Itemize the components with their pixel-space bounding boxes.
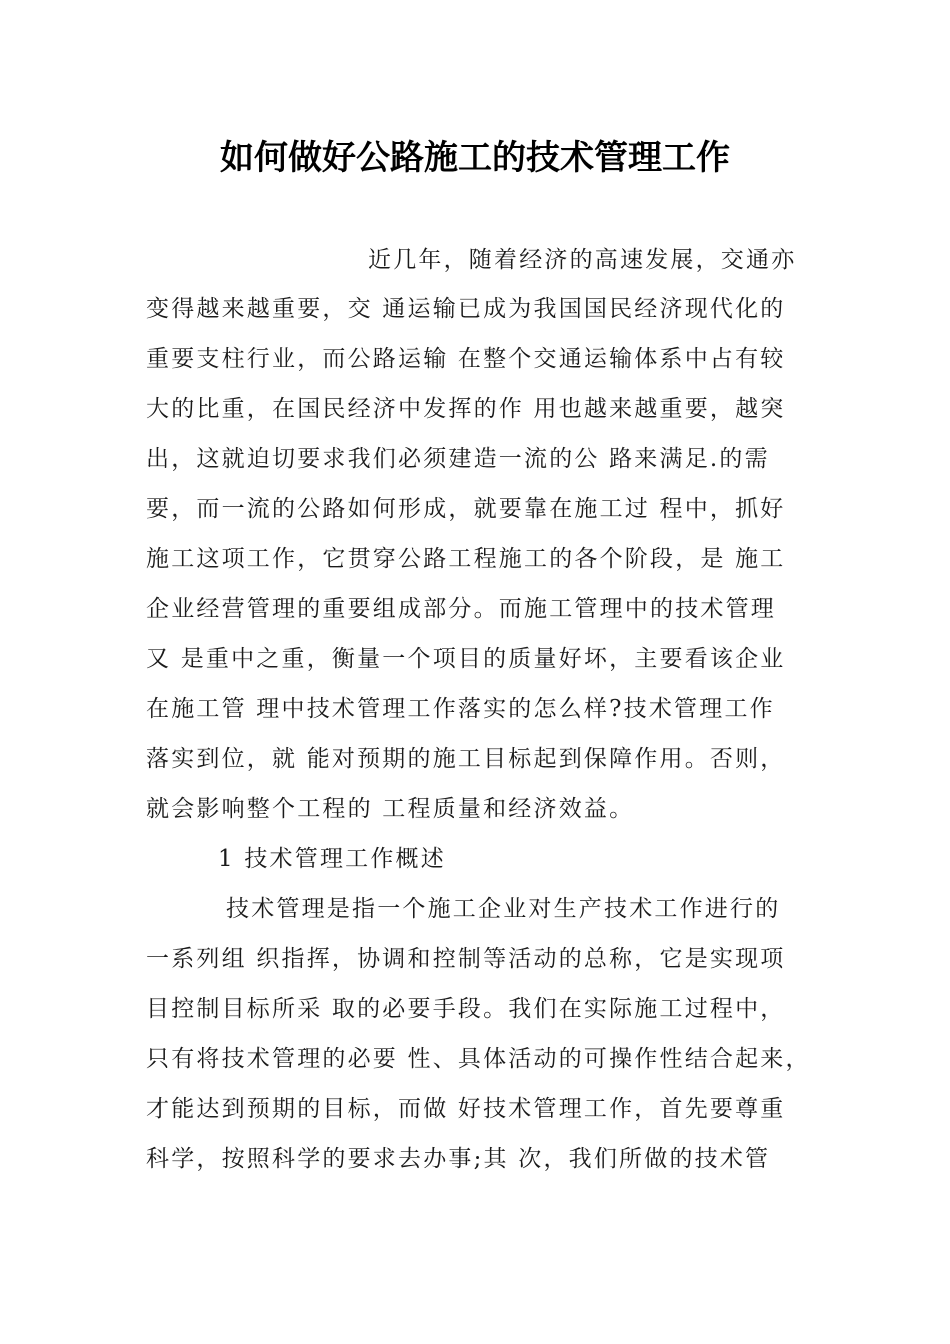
section-heading: 1 技术管理工作概述 — [218, 846, 446, 872]
paragraph-line: 出，这就迫切要求我们必须建造一流的公 路来满足.的需 — [146, 446, 770, 472]
paragraph-line: 又 是重中之重，衡量一个项目的质量好坏，主要看该企业 — [146, 646, 786, 672]
paragraph-line: 就会影响整个工程的 工程质量和经济效益。 — [146, 796, 635, 822]
paragraph-line: 才能达到预期的目标，而做 好技术管理工作，首先要尊重 — [146, 1096, 786, 1122]
paragraph-line: 近几年，随着经济的高速发展，交通亦 — [368, 247, 797, 273]
paragraph-line: 只有将技术管理的必要 性、具体活动的可操作性结合起来， — [146, 1046, 811, 1072]
paragraph-line: 重要支柱行业，而公路运输 在整个交通运输体系中占有较 — [146, 346, 786, 372]
paragraph-line: 要，而一流的公路如何形成，就要靠在施工过 程中，抓好 — [146, 496, 786, 522]
paragraph-line: 企业经营管理的重要组成部分。而施工管理中的技术管理 — [146, 596, 776, 622]
paragraph-line: 科学，按照科学的要求去办事;其 次，我们所做的技术管 — [146, 1146, 771, 1172]
paragraph-line: 变得越来越重要，交 通运输已成为我国国民经济现代化的 — [146, 296, 786, 322]
paragraph-line: 技术管理是指一个施工企业对生产技术工作进行的 — [226, 896, 781, 922]
paragraph-line: 大的比重，在国民经济中发挥的作 用也越来越重要，越突 — [146, 396, 786, 422]
paragraph-line: 施工这项工作，它贯穿公路工程施工的各个阶段，是 施工 — [146, 546, 786, 572]
document-title: 如何做好公路施工的技术管理工作 — [220, 138, 730, 178]
paragraph-line: 在施工管 理中技术管理工作落实的怎么样?技术管理工作 — [146, 696, 775, 722]
paragraph-line: 一系列组 织指挥，协调和控制等活动的总称，它是实现项 — [146, 946, 786, 972]
paragraph-line: 目控制目标所采 取的必要手段。我们在实际施工过程中， — [146, 996, 786, 1022]
paragraph-line: 落实到位，就 能对预期的施工目标起到保障作用。否则， — [146, 746, 786, 772]
